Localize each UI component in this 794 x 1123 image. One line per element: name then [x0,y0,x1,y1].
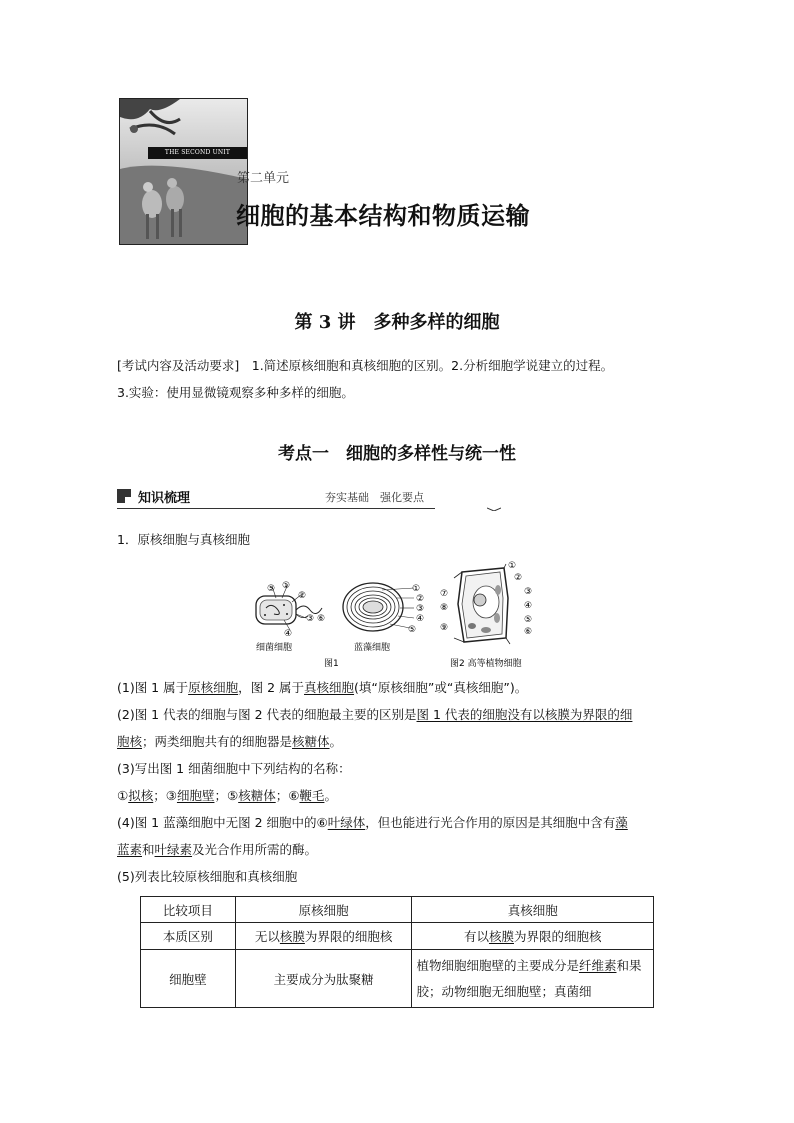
requirements-line-2: 3.实验：使用显微镜观察多种多样的细胞。 [117,385,354,400]
plant-number-5: ⑤ [524,615,533,625]
question-5: (5)列表比较原核细胞和真核细胞 [117,869,298,884]
bacteria-number-3: ③ [306,614,315,624]
table-row: 细胞壁 主要成分为肽聚糖 植物细胞细胞壁的主要成分是纤维素和果胶；动物细胞无细胞壁；真菌细 [141,950,654,1008]
cyano-number-5: ⑤ [408,625,417,635]
question-2-line-2: 胞核；两类细胞共有的细胞器是核糖体。 [117,734,343,749]
deer-photo [120,99,247,244]
bacteria-number-1: ① [282,581,291,591]
comparison-table [140,896,654,1008]
table-header-eukaryote: 真核细胞 [412,897,654,923]
table-header-prokaryote: 原核细胞 [235,897,412,923]
fig2-caption: 图2 高等植物细胞 [450,659,522,669]
plant-cell-diagram [454,564,510,644]
bacteria-number-6: ⑥ [317,614,326,624]
cyano-number-2: ② [416,594,425,604]
plant-number-1: ① [508,561,517,571]
cyano-number-1: ① [412,584,421,594]
question-3-intro: (3)写出图 1 细菌细胞中下列结构的名称： [117,761,351,776]
bacteria-number-2: ② [298,591,307,601]
unit-label: 第二单元 [237,171,290,186]
bacteria-number-4: ④ [284,629,293,639]
cyano-label: 蓝藻细胞 [354,643,391,653]
cyano-number-3: ③ [416,604,425,614]
question-4-line-2: 蓝素和叶绿素及光合作用所需的酶。 [117,842,318,857]
section-name: 知识梳理 [138,491,191,506]
divider-notch-icon [487,505,501,511]
cell-figure [254,558,544,672]
answer-prokaryote: 原核细胞 [188,680,239,695]
section-divider [117,508,435,509]
unit-title: 细胞的基本结构和物质运输 [236,202,530,230]
section-header [117,486,435,510]
section-subtitle: 夯实基础 强化要点 [325,491,424,504]
plant-number-4: ④ [524,601,533,611]
question-2-line-1: (2)图 1 代表的细胞与图 2 代表的细胞最主要的区别是图 1 代表的细胞没有以核膜为界限的细 [117,707,633,722]
table-header-item: 比较项目 [141,897,236,923]
bacteria-label: 细菌细胞 [256,643,293,653]
lecture-title: 第 3 讲 多种多样的细胞 [294,312,500,333]
plant-number-6: ⑥ [524,627,533,637]
heading-prokaryote-eukaryote: 1．原核细胞与真核细胞 [117,532,250,547]
answer-main-difference: 图 1 代表的细胞没有以核膜为界限的细 [416,707,633,722]
question-1: (1)图 1 属于原核细胞，图 2 属于真核细胞(填“原核细胞”或“真核细胞”)。 [117,680,528,695]
kaodian-title: 考点一 细胞的多样性与统一性 [278,444,516,464]
cell-diagrams [254,558,544,672]
plant-number-2: ② [514,573,523,583]
plant-number-3: ③ [524,587,533,597]
requirements-line-1: [考试内容及活动要求] 1.简述原核细胞和真核细胞的区别。2.分析细胞学说建立的过程。 [117,358,614,373]
plant-number-7: ⑦ [440,589,449,599]
table-row: 本质区别 无以核膜为界限的细胞核 有以核膜为界限的细胞核 [141,923,654,950]
plant-number-8: ⑧ [440,603,449,613]
question-3-answers: ①拟核；③细胞壁；⑤核糖体；⑥鞭毛。 [117,788,337,803]
plant-number-9: ⑨ [440,623,449,633]
cover-banner: THE SECOND UNIT [148,147,247,159]
answer-eukaryote: 真核细胞 [304,680,355,695]
answer-common-organelle: 核糖体 [292,734,330,749]
cyano-number-4: ④ [416,614,425,624]
table-header-row [141,897,654,923]
fig1-caption: 图1 [324,659,339,669]
unit-cover-image [119,98,248,245]
question-4-line-1: (4)图 1 蓝藻细胞中无图 2 细胞中的⑥叶绿体，但也能进行光合作用的原因是其细胞中含有藻 [117,815,628,830]
cyanobacteria-diagram [343,583,403,631]
bacteria-number-5: ⑤ [267,584,276,594]
